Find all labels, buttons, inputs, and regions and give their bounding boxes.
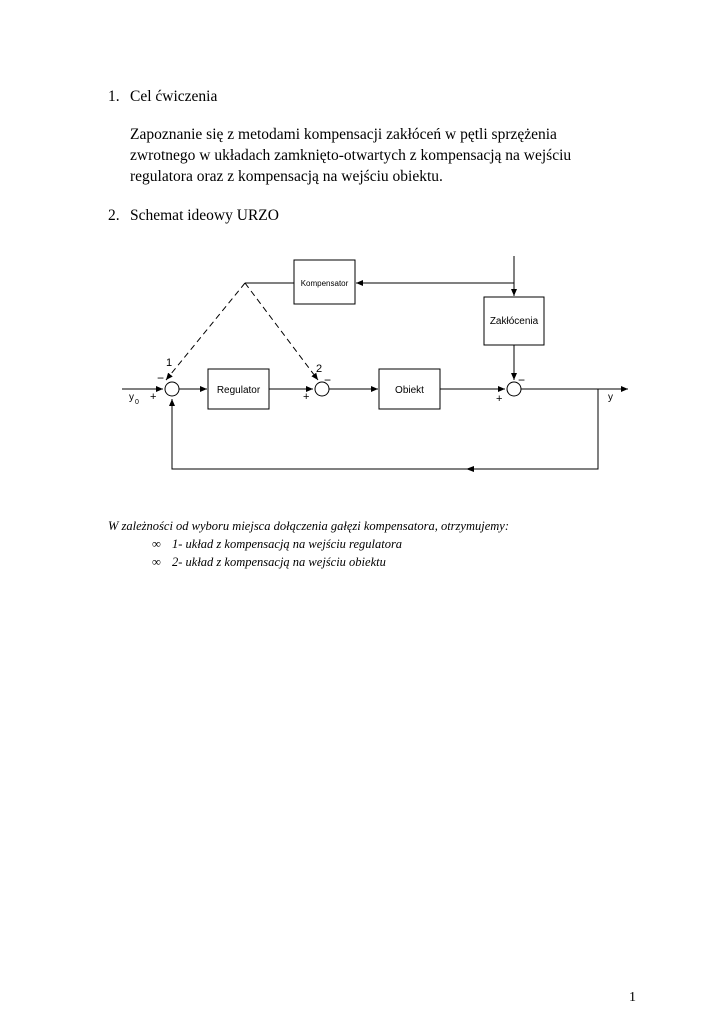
list-item-text: 2- układ z kompensacją na wejściu obiektu: [172, 555, 386, 569]
summing-junction-1: [165, 382, 179, 396]
obiekt-label: Obiekt: [395, 385, 424, 396]
list-item: [108, 535, 509, 553]
zaklocenia-label: Zakłócenia: [489, 316, 539, 327]
section-1-number: 1.: [108, 88, 120, 105]
paragraph-line: zwrotnego w układach zamknięto-otwartych z kompensacją na wejściu: [130, 147, 572, 164]
section-1-title: Cel ćwiczenia: [130, 88, 218, 105]
feedback-arrow: [466, 466, 474, 472]
kompensator-label: Kompensator: [300, 279, 349, 288]
regulator-label: Regulator: [216, 385, 261, 396]
list-item-text: 1- układ z kompensacją na wejściu regulatora: [172, 537, 403, 551]
list-item: [108, 553, 509, 571]
infinity-bullet-icon: ∞: [152, 555, 161, 569]
section-2-number: 2.: [108, 207, 120, 224]
minus-sign: −: [157, 371, 165, 385]
plus-sign: +: [150, 391, 157, 403]
page-number: 1: [629, 990, 636, 1005]
feedback-loop-line: [172, 389, 598, 469]
infinity-bullet-icon: ∞: [152, 537, 161, 551]
minus-sign: −: [324, 373, 332, 387]
point-2-label: 2: [316, 363, 323, 375]
input-label-subscript: 0: [135, 399, 139, 406]
compensation-branch-2: [245, 283, 318, 380]
minus-sign: −: [518, 373, 526, 387]
plus-sign: +: [303, 391, 310, 403]
plus-sign: +: [496, 393, 503, 405]
compensation-branch-1: [166, 283, 245, 380]
note-intro: W zależności od wyboru miejsca dołączenia gałęzi kompensatora, otrzymujemy:: [108, 519, 509, 533]
compensation-note: [108, 517, 509, 571]
paragraph-line: regulatora oraz z kompensacją na wejściu obiektu.: [130, 168, 443, 185]
point-1-label: 1: [166, 357, 173, 369]
output-label: y: [608, 392, 613, 403]
section-2-title: Schemat ideowy URZO: [130, 207, 279, 224]
paragraph-line: Zapoznanie się z metodami kompensacji zakłóceń w pętli sprzężenia: [130, 126, 557, 143]
input-label: y: [129, 392, 134, 403]
